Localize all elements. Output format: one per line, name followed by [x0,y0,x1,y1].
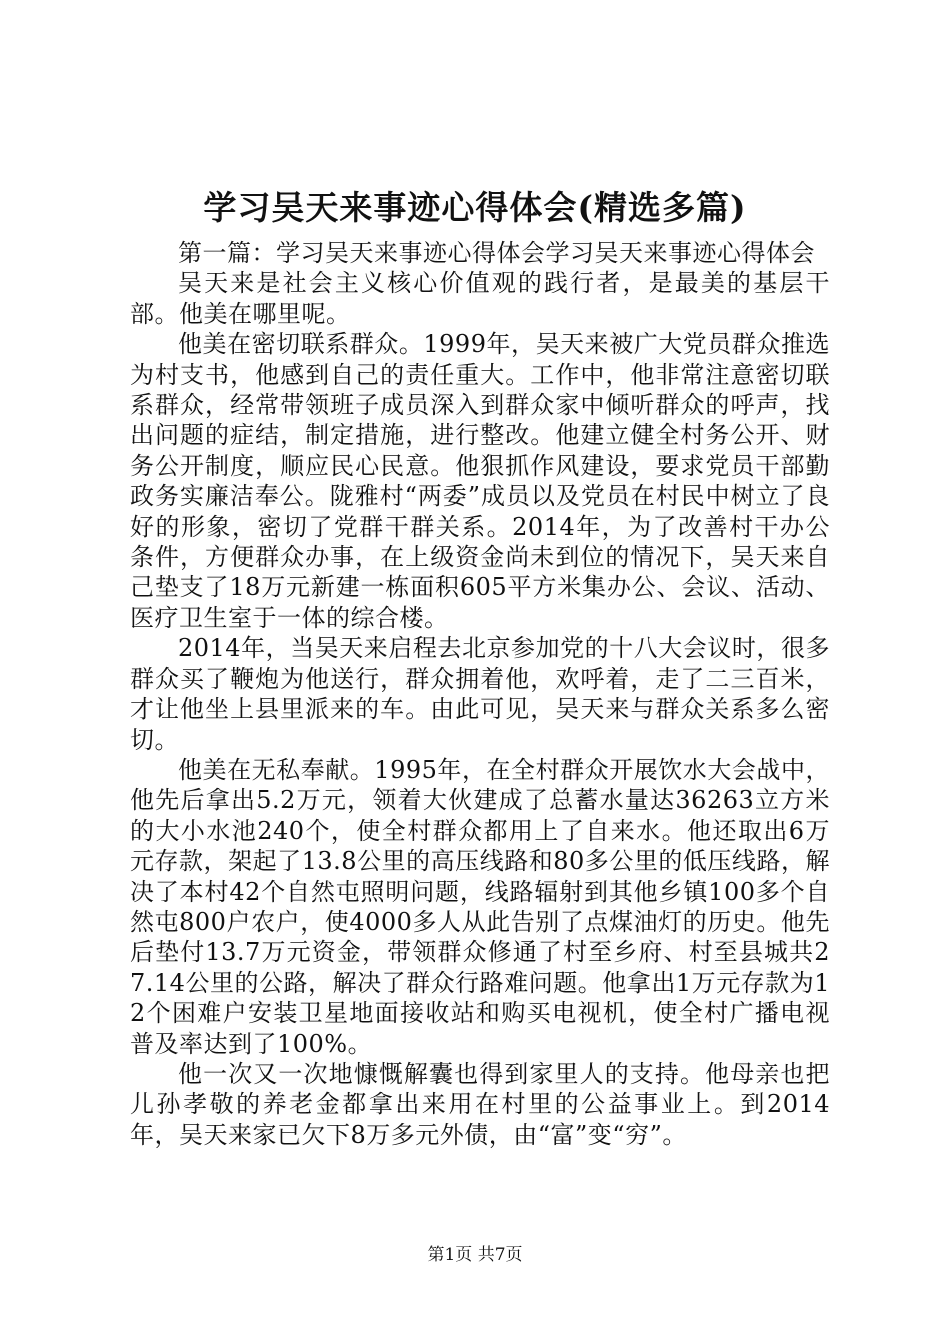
paragraph-heading: 第一篇：学习吴天来事迹心得体会学习吴天来事迹心得体会 [178,239,815,267]
paragraph-family-support: 他一次又一次地慷慨解囊也得到家里人的支持。他母亲也把儿孙孝敬的养老金都拿出来用在村里的公益事业上。到2014年，吴天来家已欠下8万多元外债，由“富”变“穷”。 [130,1059,830,1149]
page-number-footer: 第1页 共7页 [427,1245,523,1265]
document-title: 学习吴天来事迹心得体会(精选多篇) [203,188,747,227]
document-body [130,238,830,1150]
paragraph-intro: 吴天来是社会主义核心价值观的践行者，是最美的基层干部。他美在哪里呢。 [130,269,830,328]
paragraph-close-to-masses: 他美在密切联系群众。1999年，吴天来被广大党员群众推选为村支书，他感到自己的责任重大。工作中，他非常注意密切联系群众，经常带领班子成员深入到群众家中倾听群众的呼声，找出问题的症结，制定措施，进行整改。他建立健全村务公开、财务公开制度，顺应民心民意。他狠抓作风建设，要求党员干部勤政务实廉洁奉公。陇雅村“两委”成员以及党员在村民中树立了良好的形象，密切了党群干群关系。2014年，为了改善村干办公条件，方便群众办事，在上级资金尚未到位的情况下，吴天来自己垫支了18万元新建一栋面积605平方米集办公、会议、活动、医疗卫生室于一体的综合楼。 [130,330,830,632]
paragraph-selfless-dedication: 他美在无私奉献。1995年，在全村群众开展饮水大会战中，他先后拿出5.2万元，领着大伙建成了总蓄水量达36263立方米的大小水池240个，使全村群众都用上了自来水。他还取出6万元存款，架起了13.8公里的高压线路和80多公里的低压线路，解决了本村42个自然屯照明问题，线路辐射到其他乡镇100多个自然屯800户农户，使4000多人从此告别了点煤油灯的历史。他先后垫付13.7万元资金，带领群众修通了村至乡府、村至县城共27.14公里的公路，解决了群众行路难问题。他拿出1万元存款为12个困难户安装卫星地面接收站和购买电视机，使全村广播电视普及率达到了100%。 [130,755,830,1058]
paragraph-congress-sendoff: 2014年，当吴天来启程去北京参加党的十八大会议时，很多群众买了鞭炮为他送行，群众拥着他，欢呼着，走了二三百米，才让他坐上县里派来的车。由此可见，吴天来与群众关系多么密切。 [130,634,830,754]
